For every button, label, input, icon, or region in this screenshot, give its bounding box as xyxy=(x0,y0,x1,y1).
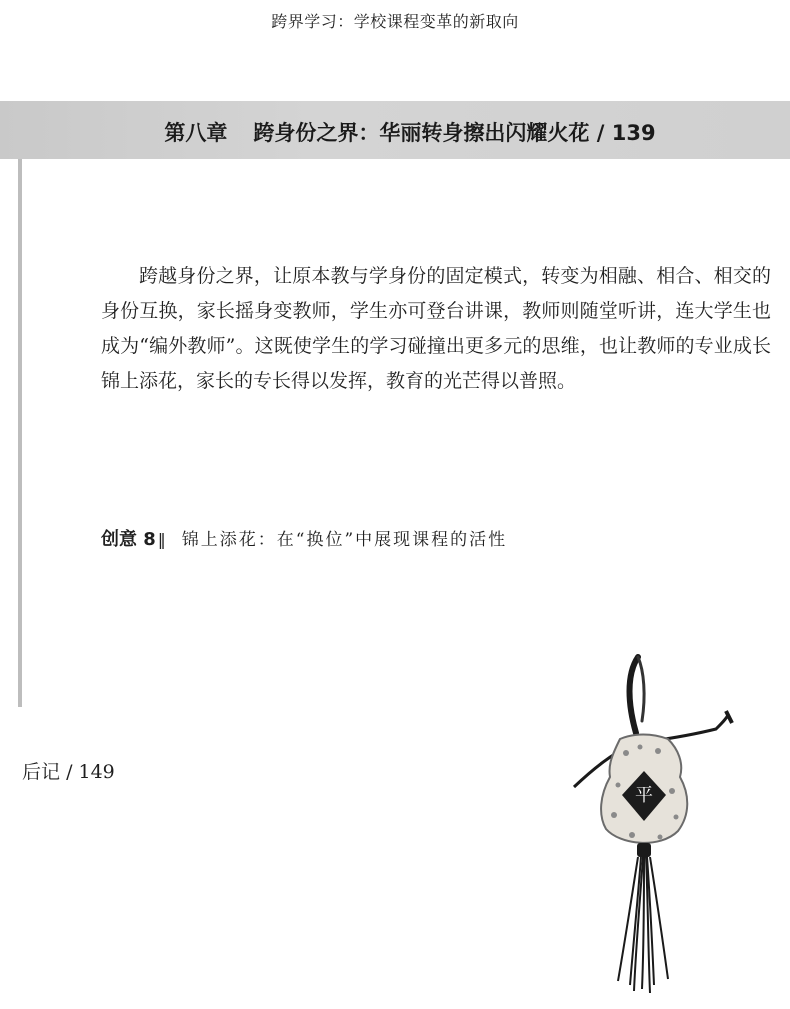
afterword-entry xyxy=(22,757,115,784)
chapter-heading xyxy=(0,117,790,147)
left-rule xyxy=(18,159,22,707)
chapter-number: 第八章 xyxy=(164,121,228,145)
creative-tag: 创意 8 xyxy=(101,529,156,550)
svg-text:平: 平 xyxy=(635,785,653,806)
chapter-title: 跨身份之界：华丽转身擦出闪耀火花 xyxy=(253,121,590,145)
creative-bar: ‖ xyxy=(157,530,166,549)
creative-title: 锦上添花：在“换位”中展现课程的活性 xyxy=(181,530,508,550)
creative-entry xyxy=(101,525,507,551)
chapter-page: / 139 xyxy=(596,121,656,145)
afterword-label: 后记 xyxy=(22,761,61,783)
sachet-with-tassel-icon xyxy=(540,645,790,1009)
intro-paragraph: 跨越身份之界，让原本教与学身份的固定模式，转变为相融、相合、相交的身份互换，家长摇身变教师，学生亦可登台讲课，教师则随堂听讲，连大学生也成为“编外教师”。这既使学生的学习碰撞出更多元的思维，也让教师的专业成长锦上添花，家长的专长得以发挥，教育的光芒得以普照。 xyxy=(101,265,771,392)
afterword-page: / 149 xyxy=(66,761,115,783)
running-header: 跨界学习：学校课程变革的新取向 xyxy=(271,12,519,31)
